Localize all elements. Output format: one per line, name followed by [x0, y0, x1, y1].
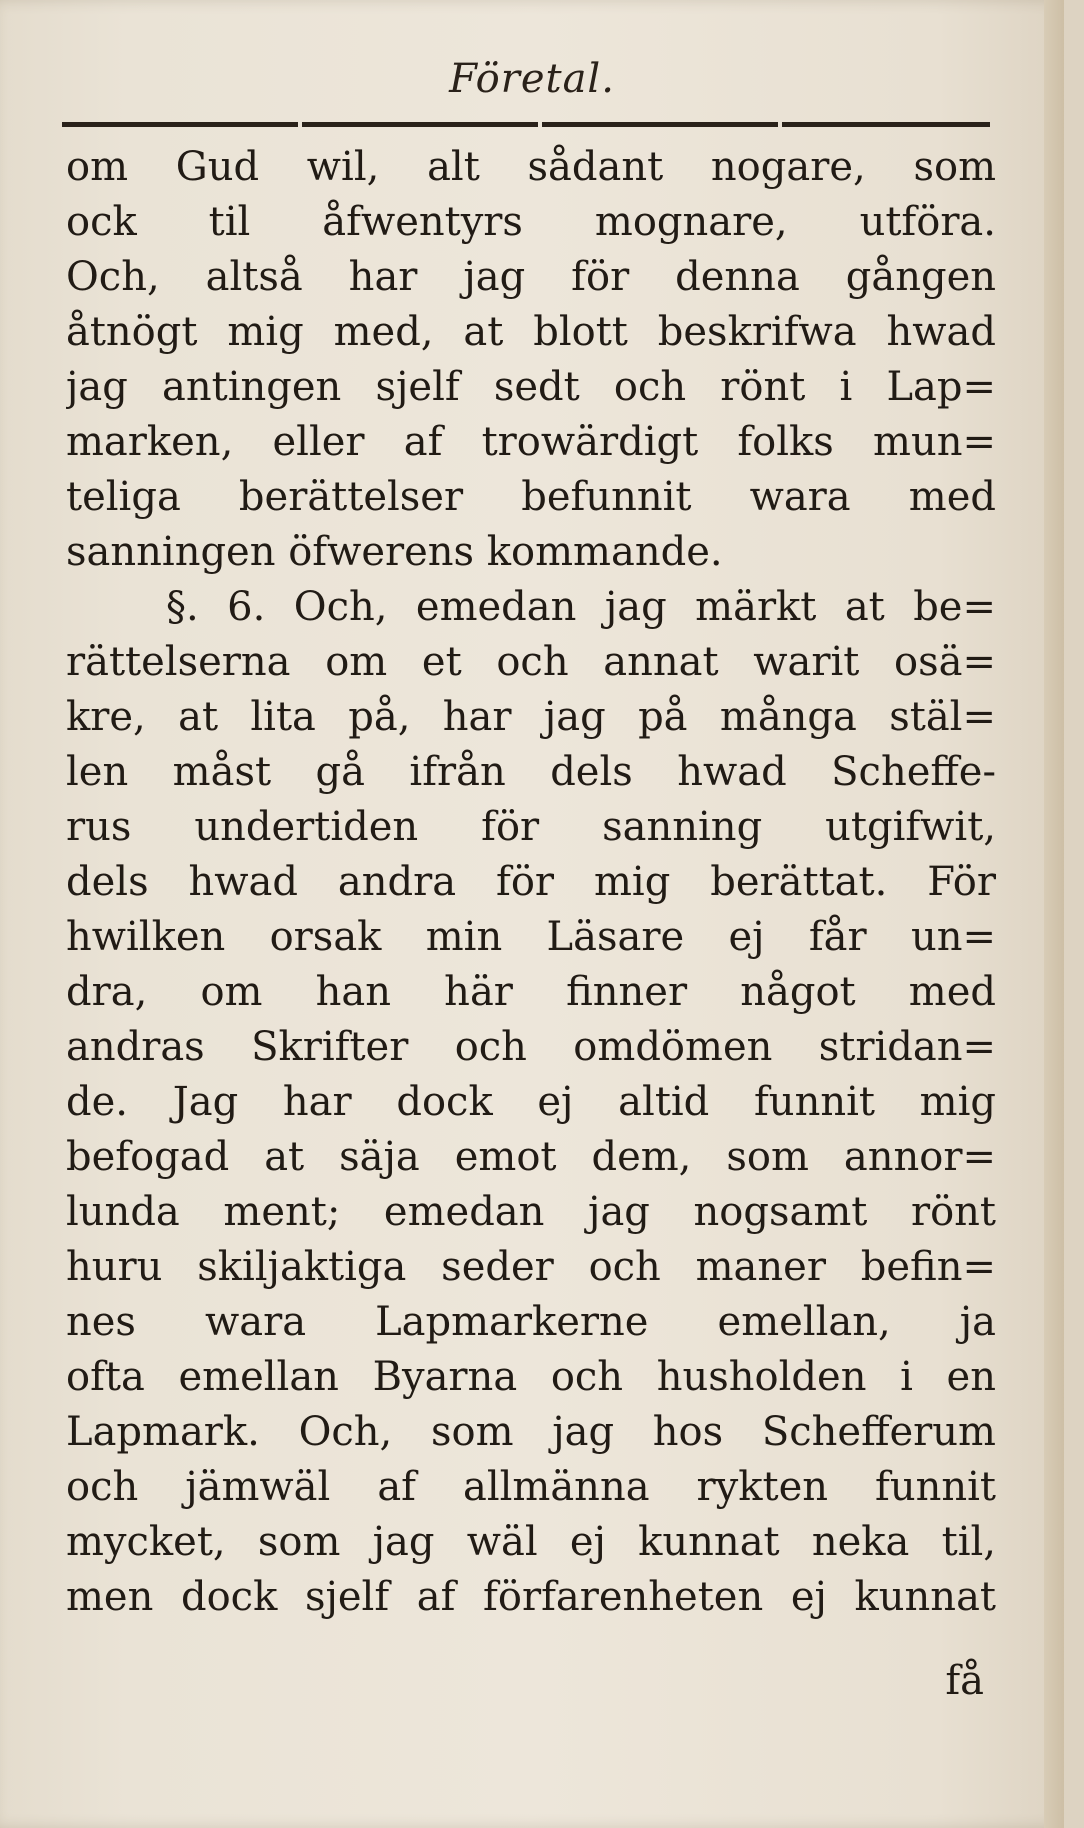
text-line: ofta emellan Byarna och husholden i en: [66, 1354, 996, 1400]
text-line: dels hwad andra för mig berättat. För: [66, 859, 996, 905]
section-start-line: §. 6. Och, emedan jag märkt at be=: [166, 584, 996, 630]
text-line: nes wara Lapmarkerne emellan, ja: [66, 1299, 996, 1345]
text-line: mycket, som jag wäl ej kunnat neka til,: [66, 1519, 996, 1565]
text-line: lunda ment; emedan jag nogsamt rönt: [66, 1189, 996, 1235]
text-line: ock til åfwentyrs mognare, utföra.: [66, 199, 996, 245]
text-line: åtnögt mig med, at blott beskrifwa hwad: [66, 309, 996, 355]
text-line: len måst gå ifrån dels hwad Scheffe-: [66, 749, 996, 795]
text-line: teliga berättelser befunnit wara med: [66, 474, 996, 520]
running-head: Företal.: [449, 56, 615, 102]
text-line: marken, eller af trowärdigt folks mun=: [66, 419, 996, 465]
text-line: andras Skrifter och omdömen stridan=: [66, 1024, 996, 1070]
text-line: jag antingen sjelf sedt och rönt i Lap=: [66, 364, 996, 410]
text-line: om Gud wil, alt sådant nogare, som: [66, 144, 996, 190]
text-line: de. Jag har dock ej altid funnit mig: [66, 1079, 996, 1125]
text-line: hwilken orsak min Läsare ej får un=: [66, 914, 996, 960]
text-line: och jämwäl af allmänna rykten funnit: [66, 1464, 996, 1510]
page-edge: [1044, 0, 1064, 1828]
body-text: [66, 140, 996, 1625]
text-line: Lapmark. Och, som jag hos Schefferum: [66, 1409, 996, 1455]
text-line: men dock sjelf af förfarenheten ej kunnat: [66, 1574, 996, 1620]
text-line: rus undertiden för sanning utgifwit,: [66, 804, 996, 850]
catchword: få: [945, 1658, 984, 1704]
text-line: huru skiljaktiga seder och maner befin=: [66, 1244, 996, 1290]
text-line: Och, altså har jag för denna gången: [66, 254, 996, 300]
text-line: dra, om han här finner något med: [66, 969, 996, 1015]
text-line: kre, at lita på, har jag på många stäl=: [66, 694, 996, 740]
text-line: sanningen öfwerens kommande.: [66, 529, 723, 575]
text-line: befogad at säja emot dem, som annor=: [66, 1134, 996, 1180]
header-rule: [62, 122, 990, 127]
text-line: rättelserna om et och annat warit osä=: [66, 639, 996, 685]
